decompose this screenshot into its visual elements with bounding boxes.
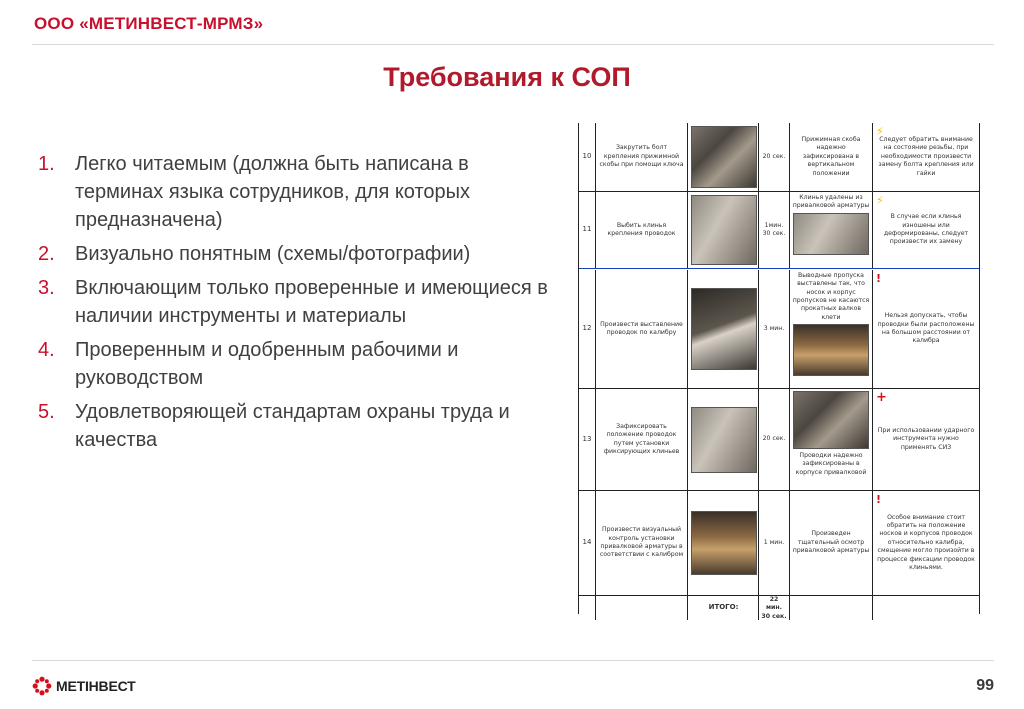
photo-image: [691, 195, 757, 265]
warning-exclamation-icon: !: [876, 493, 882, 506]
company-logo: [32, 676, 136, 696]
step-note: ! Особое внимание стоит обратить на положение носков и корпусов проводок относительно калибра, смещение могло произойти в процессе фиксации проводок клиньями.: [872, 491, 979, 595]
step-check: Клинья удалены из привалковой арматуры: [789, 192, 872, 268]
total-time: 22 мин. 30 сек.: [758, 596, 789, 620]
step-photo: [687, 491, 759, 595]
step-time: 1 мин.: [758, 491, 789, 595]
step-time: 3 мин.: [758, 270, 789, 388]
list-item: 5. Удовлетворяющей стандартам охраны труда и качества: [38, 401, 510, 451]
step-time: 20 сек.: [758, 389, 789, 490]
list-item: 4. Проверенным и одобренным рабочими и руководством: [38, 339, 459, 389]
step-note: ! Нельзя допускать, чтобы проводки были расположены на большом расстоянии от калибра: [872, 270, 979, 388]
requirements-list: [38, 150, 558, 460]
step-number: 12: [582, 324, 592, 333]
company-name: ООО «МЕТИНВЕСТ-МРМЗ»: [34, 14, 264, 33]
step-time: 20 сек.: [758, 123, 789, 191]
step-number: 11: [582, 225, 592, 234]
photo-image: [691, 288, 757, 370]
photo-image: [793, 213, 869, 255]
step-number: 13: [582, 434, 592, 443]
total-label: ИТОГО:: [687, 596, 759, 620]
slide-title: Требования к СОП: [383, 62, 631, 92]
header-divider: [32, 44, 994, 45]
photo-image: [691, 407, 757, 473]
table-row: [579, 123, 979, 192]
step-note: ⚡ В случае если клинья изношены или деформированы, следует произвести их замену: [872, 192, 979, 268]
step-check: Проводки надежно зафиксированы в корпусе привалковой: [789, 389, 872, 490]
table-total-row: [579, 596, 979, 620]
step-description: Закрутить болт крепления прижимной скобы при помощи ключа: [595, 123, 687, 191]
table-row: [579, 389, 979, 491]
warning-exclamation-icon: !: [876, 272, 882, 285]
step-description: Выбить клинья крепления проводок: [595, 192, 687, 268]
warning-bolt-icon: ⚡: [876, 125, 884, 138]
page-number: 99: [976, 677, 994, 694]
metinvest-logo-icon: [32, 676, 52, 696]
logo-text: МЕТІНВЕСТ: [56, 678, 136, 694]
step-note: ⚡ Следует обратить внимание на состояние резьбы, при необходимости произвести замену болта крепления или гайки: [872, 123, 979, 191]
step-description: Произвести визуальный контроль установки привалковой арматуры в соответствии с калибром: [595, 491, 687, 595]
step-photo: [687, 389, 759, 490]
photo-image: [691, 126, 757, 188]
step-check: Произведен тщательный осмотр привалковой арматуры: [789, 491, 872, 595]
step-note: + При использовании ударного инструмента нужно применять СИЗ: [872, 389, 979, 490]
step-photo: [687, 192, 759, 268]
table-row: [579, 491, 979, 596]
step-photo: [687, 270, 759, 388]
photo-image: [691, 511, 757, 575]
page-break-line: [579, 268, 979, 269]
step-photo: [687, 123, 759, 191]
step-description: Произвести выставление проводок по калибру: [595, 270, 687, 388]
list-item: 1. Легко читаемым (должна быть написана в терминах языка сотрудников, для которых предназначена): [38, 153, 471, 231]
step-number: 10: [582, 152, 592, 161]
list-item: 2. Визуально понятным (схемы/фотографии): [38, 243, 471, 265]
step-description: Зафиксировать положение проводок путем установки фиксирующих клиньев: [595, 389, 687, 490]
photo-image: [793, 391, 869, 449]
photo-image: [793, 324, 869, 376]
list-item: 3. Включающим только проверенные и имеющиеся в наличии инструменты и материалы: [38, 277, 548, 327]
step-time: 1мин. 30 сек.: [758, 192, 789, 268]
footer-divider: [32, 660, 994, 661]
table-row: [579, 270, 979, 389]
step-check: Выводные пропуска выставлены так, что носок и корпус пропусков не касаются прокатных валков клети: [789, 270, 872, 388]
first-aid-cross-icon: +: [876, 390, 887, 405]
warning-bolt-icon: ⚡: [876, 194, 884, 207]
table-row: [579, 192, 979, 269]
step-check: Прижимная скоба надежно зафиксирована в вертикальном положении: [789, 123, 872, 191]
step-number: 14: [582, 538, 592, 547]
sop-table-image: [578, 123, 980, 620]
